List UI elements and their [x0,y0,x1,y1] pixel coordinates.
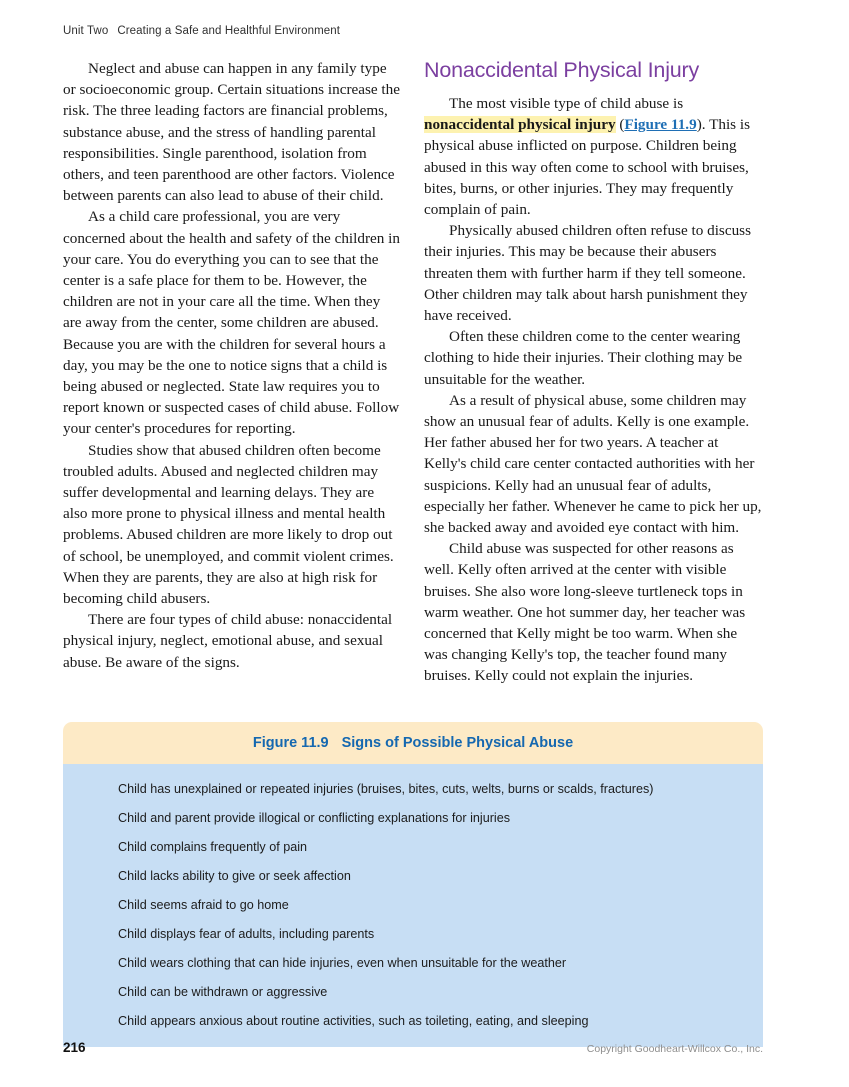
running-head-unit: Unit Two [63,25,109,37]
figure-caption: Signs of Possible Physical Abuse [341,735,574,751]
list-item: Child can be withdrawn or aggressive [118,985,328,999]
page-footer [63,1040,763,1055]
figure-list [63,782,763,1029]
list-item: Child wears clothing that can hide injuries, even when unsuitable for the weather [118,956,567,970]
open-paren: ( [615,116,625,134]
paragraph: Studies show that abused children often become troubled adults. Abused and neglected children may suffer developmental and learning delays. They are also more prone to physical illness and mental health problems. Abused children are more likely to drop out of school, be unemployed, and commit violent crimes. When they are parents, they are also at high risk for becoming child abusers. [63,441,394,608]
paragraph: As a result of physical abuse, some children may show an unusual fear of adults. Kelly is one example. Her father abused her for two years. A teacher at Kelly's child care center contacted authorities with her suspicions. Kelly had an unusual fear of adults, especially her father. Whenever he came to pick her up, she backed away and avoided eye contact with him. [424,391,762,537]
copyright-notice: Copyright Goodheart-Willcox Co., Inc. [586,1043,763,1055]
list-item: Child seems afraid to go home [118,898,289,912]
page-number: 216 [63,1040,86,1055]
paragraph: There are four types of child abuse: nonaccidental physical injury, neglect, emotional abuse, and sexual abuse. Be aware of the signs. [63,611,393,671]
list-item: Child and parent provide illogical or conflicting explanations for injuries [118,811,511,825]
body-columns [63,58,763,687]
paragraph-rest-text: ). This is physical abuse inflicted on purpose. Children being abused in this way often come to school with bruises, bites, burns, or other injuries. They may frequently complain of pain. [424,116,751,219]
running-head-title: Creating a Safe and Healthful Environment [117,25,341,37]
paragraph: Child abuse was suspected for other reasons as well. Kelly often arrived at the center with visible bruises. She also wore long-sleeve turtleneck tops in warm weather. One hot summer day, her teacher was concerned that Kelly might be too warm. When she was changing Kelly's top, the teacher found many bruises. Kelly could not explain the injuries. [424,540,746,685]
list-item: Child has unexplained or repeated injuries (bruises, bites, cuts, welts, burns or scalds, fractures) [118,782,654,796]
section-heading: Nonaccidental Physical Injury [424,58,700,82]
paragraph: Physically abused children often refuse to discuss their injuries. This may be because their abusers threaten them with further harm if they tell someone. Other children may talk about harsh punishment they have received. [424,222,751,325]
list-item: Child appears anxious about routine activities, such as toileting, eating, and sleeping [118,1014,589,1028]
right-column [424,58,762,687]
list-item: Child lacks ability to give or seek affection [118,869,351,883]
list-item: Child displays fear of adults, including parents [118,927,375,941]
left-column [63,58,401,687]
list-item: Child complains frequently of pain [118,840,308,854]
paragraph-lead-text: The most visible type of child abuse is [449,95,684,112]
paragraph: As a child care professional, you are very concerned about the health and safety of the children in your care. You do everything you can to see that the center is a safe place for them to be. However, the children are not in your care all the time. When they are away from the center, some children are abused. Because you are with the children for several hours a day, you may be the one to notice signs that a child is being abused or neglected. State law requires you to report known or suspected cases of child abuse. Follow your center's procedures for reporting. [63,208,400,438]
figure-number: Figure 11.9 [252,735,329,751]
figure-header [63,722,763,764]
figure-title [253,735,573,751]
figure-reference-link[interactable]: Figure 11.9 [624,116,697,134]
paragraph: Often these children come to the center wearing clothing to hide their injuries. Their clothing may be unsuitable for the weather. [424,328,743,388]
running-head [63,25,340,37]
paragraph: Neglect and abuse can happen in any family type or socioeconomic group. Certain situations increase the risk. The three leading factors are financial problems, substance abuse, and the stress of handling parental responsibilities. Single parenthood, isolation from others, and teen parenthood are other factors. Violence between parents can also lead to abuse of their child. [63,60,400,205]
figure-11-9 [63,722,763,1047]
figure-body [63,764,763,1047]
paragraph-with-key-term [424,93,762,220]
key-term-highlight: nonaccidental physical injury [424,116,616,134]
